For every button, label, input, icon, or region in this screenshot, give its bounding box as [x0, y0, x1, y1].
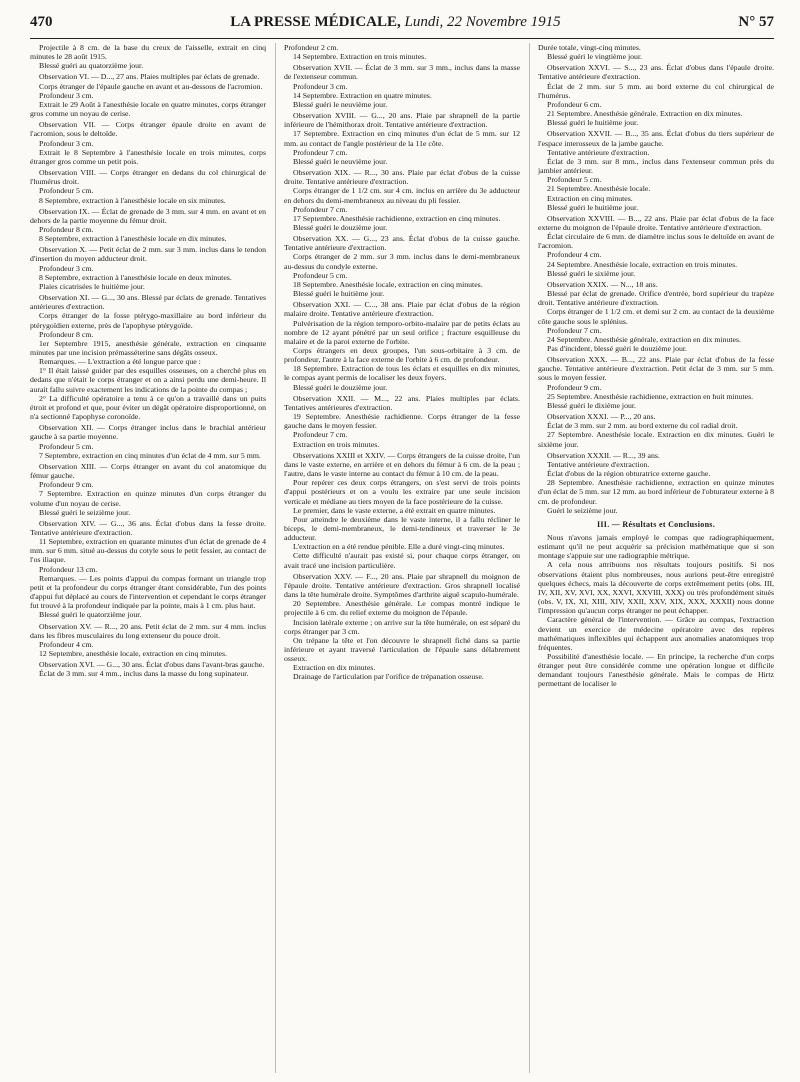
text-paragraph: Blessé guéri le neuvième jour. — [293, 99, 388, 109]
text-paragraph: Corps étrangers en deux groupes, l'un sous-orbitaire à 3 cm. de profondeur, l'autre à la face externe de l'orbite à 6 cm. de profondeur. — [284, 346, 520, 365]
section-heading: III. — Résultats et Conclusions. — [596, 519, 716, 529]
text-paragraph: Profondeur 5 cm. — [39, 441, 94, 451]
column-1 — [30, 43, 266, 1073]
text-paragraph: Profondeur 3 cm. — [293, 81, 348, 91]
text-paragraph: Profondeur 3 cm. — [39, 263, 94, 273]
text-paragraph: 7 Septembre. Extraction en quinze minutes d'un corps étranger du volume d'un noyau de cerise. — [30, 489, 266, 508]
text-paragraph: Éclat de 2 mm. sur 5 mm. au bord externe du col chirurgical de l'humérus. — [538, 81, 774, 100]
text-paragraph: 24 Septembre. Anesthésie générale, extraction en dix minutes. — [547, 334, 741, 344]
text-paragraph: Profondeur 4 cm. — [547, 250, 602, 260]
text-paragraph: Extrait le 29 Août à l'anesthésie locale en quatre minutes, corps étranger gros comme un noyau de cerise. — [30, 99, 266, 119]
text-paragraph: Blessé guéri le quatorzième jour. — [39, 610, 142, 620]
text-paragraph: 14 Septembre. Extraction en trois minutes. — [293, 52, 427, 62]
text-paragraph: Blessé guéri le dixième jour. — [547, 400, 636, 410]
observation-paragraph: Observation XVI. — G..., 30 ans. Éclat d'obus dans l'avant-bras gauche. — [39, 660, 265, 670]
text-paragraph: Blessé guéri le neuvième jour. — [293, 156, 388, 166]
text-paragraph: Corps étranger de l'épaule gauche en avant et au-dessous de l'acromion. — [39, 81, 263, 91]
text-paragraph: Profondeur 6 cm. — [547, 99, 602, 109]
text-paragraph: Blessé guéri le douzième jour. — [293, 382, 388, 392]
text-paragraph: Profondeur 2 cm. — [284, 43, 339, 52]
text-paragraph: Tentative antérieure d'extraction. — [547, 459, 650, 469]
text-paragraph: 8 Septembre, extraction à l'anesthésie locale en deux minutes. — [39, 272, 232, 282]
text-paragraph: Incision latérale externe ; on arrive sur la tête humérale, on est séparé du corps étranger par 3 cm. — [284, 617, 520, 636]
text-paragraph: Profondeur 5 cm. — [293, 270, 348, 280]
text-paragraph: Extrait le 8 Septembre à l'anesthésie locale en trois minutes, corps étranger gros comme un petit pois. — [30, 147, 266, 166]
text-paragraph: Corps étranger de 1 1/2 cm. sur 4 cm. inclus en arrière du 3e adducteur en dehors du demi-membraneux au niveau du pli fessier. — [284, 186, 520, 205]
text-paragraph: Guéri le seizième jour. — [547, 505, 618, 515]
text-paragraph: Pour repérer ces deux corps étrangers, on s'est servi de trois points d'appui postérieurs et on a voulu les extraire par une seule incision verticale et médiane au tiers moyen de la face postérieure de la cuisse. — [284, 478, 520, 506]
text-paragraph: Blessé guéri au quatorzième jour. — [39, 61, 144, 71]
text-paragraph: Pulvérisation de la région temporo-orbito-malaire par de petits éclats au nombre de 12 ayant pénétré par un seul orifice ; fracture esquilleuse du malaire et de la paroi externe de l'orbite. — [284, 318, 520, 346]
text-paragraph: Éclat de 3 mm. sur 2 mm. au bord externe du col radial droit. — [547, 421, 738, 431]
text-paragraph: Blessé guéri le sixième jour. — [547, 268, 636, 278]
observation-paragraph: Observation XXVI. — S..., 23 ans. Éclat d'obus dans l'épaule droite. Tentative antérieure d'extraction. — [538, 63, 774, 82]
observation-paragraph: Observation XXV. — F..., 20 ans. Plaie par shrapnell du moignon de l'épaule droite. Tentative antérieure d'extraction. Gros shrapnell localisé dans la tête humérale droite. Symptômes d'arthrite aiguë scapulo-humérale. — [284, 571, 520, 600]
text-paragraph: Drainage de l'articulation par l'orifice de trépanation osseuse. — [293, 672, 484, 682]
observation-paragraph: Observation XV. — R..., 20 ans. Petit éclat de 2 mm. sur 4 mm. inclus dans les fibres musculaires du long extenseur du pouce droit. — [30, 621, 266, 640]
text-paragraph: Profondeur 7 cm. — [547, 325, 602, 335]
text-paragraph: 21 Septembre. Anesthésie locale. — [547, 184, 651, 194]
observation-paragraph: Observation XXVII. — B..., 35 ans. Éclat d'obus du tiers supérieur de l'espace interosseux de la jambe gauche. — [538, 129, 774, 148]
text-paragraph: 8 Septembre, extraction à l'anesthésie locale en dix minutes. — [39, 234, 227, 244]
observation-paragraph: Observation XVII. — Éclat de 3 mm. sur 3 mm., inclus dans la masse de l'extenseur commun. — [284, 63, 520, 82]
text-paragraph: Éclat d'obus de la région obturatrice externe gauche. — [547, 469, 711, 479]
text-paragraph: 7 Septembre, extraction en cinq minutes d'un éclat de 4 mm. sur 5 mm. — [39, 450, 261, 460]
journal-title — [230, 14, 560, 31]
text-paragraph: Profondeur 9 cm. — [547, 382, 602, 392]
observation-paragraph: Observation XXIX. — N..., 18 ans. — [547, 279, 658, 289]
text-paragraph: Éclat de 3 mm. sur 4 mm., inclus dans la masse du long supinateur. — [39, 669, 249, 679]
text-paragraph: Extraction en dix minutes. — [293, 663, 376, 673]
text-paragraph: 17 Septembre. Extraction en cinq minutes d'un éclat de 5 mm. sur 12 mm. au contact de l'angle postérieur de la 11e côte. — [284, 129, 520, 148]
observation-paragraph: Observation XXXII. — R..., 39 ans. — [547, 450, 660, 460]
observation-paragraph: Observation VII. — Corps étranger épaule droite en avant de l'acromion, sous le deltoïde. — [30, 120, 266, 139]
text-paragraph: Profondeur 13 cm. — [39, 564, 98, 574]
text-paragraph: Profondeur 5 cm. — [39, 186, 94, 196]
text-paragraph: 21 Septembre. Anesthésie générale. Extraction en dix minutes. — [547, 109, 743, 119]
text-paragraph: Blessé guéri le vingtième jour. — [547, 52, 643, 62]
text-paragraph: Profondeur 5 cm. — [547, 175, 602, 185]
text-paragraph: 12 Septembre, anesthésie locale, extraction en cinq minutes. — [39, 649, 227, 658]
text-paragraph: Blessé guéri le douzième jour. — [293, 222, 388, 232]
text-paragraph: 19 Septembre. Anesthésie rachidienne. Corps étranger de la fesse gauche dans le moyen fessier. — [284, 412, 520, 431]
text-paragraph: Blessé guéri le seizième jour. — [39, 507, 131, 517]
text-paragraph: Blessé guéri le huitième jour. — [293, 289, 385, 299]
text-paragraph: 28 Septembre. Anesthésie rachidienne, extraction en quinze minutes d'un éclat de 5 mm. sur 12 mm. au bord inférieur de l'obturateur externe à 8 cm. de profondeur. — [538, 478, 774, 506]
text-paragraph: Blessé par éclat de grenade. Orifice d'entrée, bord supérieur du trapèze droit. Tentative antérieure d'extraction. — [538, 289, 774, 308]
text-paragraph: 17 Septembre. Anesthésie rachidienne, extraction en cinq minutes. — [293, 213, 501, 223]
page-number: 470 — [30, 14, 53, 30]
text-paragraph: Corps étranger de 2 mm. sur 3 mm. inclus dans le demi-membraneux au-dessus du condyle externe. — [284, 252, 520, 271]
text-paragraph: Possibilité d'anesthésie locale. — En principe, la recherche d'un corps étranger peut être considérée comme une opération longue et difficile demandant toujours l'anesthésie générale. Mais le compas de Hirtz permettant de localiser le — [538, 652, 774, 689]
text-paragraph: 18 Septembre. Extraction de tous les éclats et esquilles en dix minutes, le compas ayant permis de localiser les deux foyers. — [284, 364, 520, 383]
observation-paragraph: Observation X. — Petit éclat de 2 mm. sur 3 mm. inclus dans le tendon d'insertion du moyen adducteur droit. — [30, 245, 266, 264]
text-paragraph: Éclat circulaire de 6 mm. de diamètre inclus sous le deltoïde en avant de l'acromion. — [538, 232, 774, 251]
text-paragraph: 8 Septembre, extraction à l'anesthésie locale en six minutes. — [39, 195, 226, 205]
issue-number: N° 57 — [738, 14, 774, 30]
observation-paragraph: Observation XII. — Corps étranger inclus dans le brachial antérieur gauche à sa partie moyenne. — [30, 423, 266, 442]
observation-paragraph: Observation IX. — Éclat de grenade de 3 mm. sur 4 mm. en avant et en dehors de la partie moyenne du fémur droit. — [30, 206, 266, 225]
text-paragraph: Éclat de 3 mm. sur 8 mm., inclus dans l'extenseur commun près du jambier antérieur. — [538, 156, 774, 176]
issue-date: Lundi, 22 Novembre 1915 — [404, 14, 561, 30]
text-paragraph: 25 Septembre. Anesthésie rachidienne, extraction en huit minutes. — [547, 391, 754, 401]
page-header — [30, 14, 774, 39]
text-paragraph: Profondeur 7 cm. — [293, 147, 348, 157]
observation-paragraph: Observation XXII. — M..., 22 ans. Plaies multiples par éclats. Tentatives antérieures d'extraction. — [284, 393, 520, 412]
observation-paragraph: Observation XIV. — G..., 36 ans. Éclat d'obus dans la fesse droite. Tentative antérieure d'extraction. — [30, 518, 266, 537]
text-paragraph: Profondeur 4 cm. — [39, 639, 94, 649]
text-paragraph: Tentative antérieure d'extraction. — [547, 147, 650, 157]
text-paragraph: 27 Septembre. Anesthésie locale. Extraction en dix minutes. Guéri le sixième jour. — [538, 430, 774, 449]
text-paragraph: 11 Septembre, extraction en quarante minutes d'un éclat de grenade de 4 mm. sur 6 mm. situé au-dessus du cotyle sous le petit fessier, au contact de l'os iliaque. — [30, 537, 266, 565]
text-paragraph: Extraction en cinq minutes. — [547, 193, 633, 203]
text-paragraph: 24 Septembre. Anesthésie locale, extraction en trois minutes. — [547, 259, 738, 269]
text-paragraph: Le premier, dans le vaste externe, a été extrait en quatre minutes. — [293, 505, 496, 515]
text-paragraph: Plaies cicatrisées le huitième jour. — [39, 281, 145, 291]
observation-paragraph: Observation XIX. — R..., 30 ans. Plaie par éclat d'obus de la cuisse droite. Tentative antérieure d'extraction. — [284, 168, 520, 187]
observation-paragraph: Observation VIII. — Corps étranger en dedans du col chirurgical de l'humérus droit. — [30, 168, 266, 187]
article-columns — [30, 43, 774, 1073]
text-paragraph: Durée totale, vingt-cinq minutes. — [538, 43, 641, 52]
text-paragraph: Corps étranger de 1 1/2 cm. et demi sur 2 cm. au contact de la deuxième côte gauche sous le splénius. — [538, 307, 774, 326]
observation-paragraph: Observation XVIII. — G..., 20 ans. Plaie par shrapnell de la partie inférieure de l'hémithorax droit. Tentative antérieure d'extraction. — [284, 111, 520, 130]
text-paragraph: Caractère général de l'intervention. — Grâce au compas, l'extraction devient un exercice de médecine opératoire avec des repères mathématiques inflexibles qui échappent aux anomalies anatomiques trop fréquentes. — [538, 615, 774, 652]
text-paragraph: 2° La difficulté opératoire a tenu à ce qu'on a travaillé dans un puits étroit et profond et que, pour éviter un dégât opératoire disproportionné, on n'a sectionné l'apophyse coronoïde. — [30, 393, 266, 422]
observation-paragraph: Observation XI. — G..., 30 ans. Blessé par éclats de grenade. Tentatives antérieures d'extraction. — [30, 293, 266, 312]
text-paragraph: Blessé guéri le huitième jour. — [547, 118, 639, 128]
text-paragraph: Profondeur 7 cm. — [293, 204, 348, 214]
observation-paragraph: Observation XXXI. — P..., 20 ans. — [547, 412, 656, 422]
text-paragraph: 1° Il était laissé guider par des esquilles osseuses, on a cherché plus en dedans que n'était le corps étranger et on a ainsi perdu une demi-heure. Il aurait fallu suivre exactement les indications de la pointe du compas ; — [30, 366, 266, 394]
text-paragraph: Cette difficulté n'aurait pas existé si, pour chaque corps étranger, on avait tracé une incision particulière. — [284, 551, 520, 570]
text-paragraph: Profondeur 8 cm. — [39, 224, 94, 234]
observation-paragraph: Observation XXVIII. — B..., 22 ans. Plaie par éclat d'obus de la face externe du moignon de l'épaule droite. Tentative antérieure d'extraction. — [538, 213, 774, 232]
text-paragraph: Profondeur 9 cm. — [39, 480, 94, 490]
column-2 — [275, 43, 520, 1073]
text-paragraph: Profondeur 8 cm. — [39, 329, 94, 339]
text-paragraph: 18 Septembre. Anesthésie locale, extraction en cinq minutes. — [293, 279, 483, 289]
text-paragraph: Corps étranger de la fosse ptérygo-maxillaire au bord inférieur du ptérygoïdien externe, près de l'apophyse ptérygoïde. — [30, 311, 266, 330]
text-paragraph: 1er Septembre 1915, anesthésie générale, extraction en cinquante minutes par une incision prémasséterine sans dégâts osseux. — [30, 338, 266, 357]
observation-paragraph: Observation XX. — G..., 23 ans. Éclat d'obus de la cuisse gauche. Tentative antérieure d'extraction. — [284, 234, 520, 253]
text-paragraph: On trépane la tête et l'on découvre le shrapnell fiché dans sa partie inférieure et ayant traversé l'articulation de l'épaule sans délabrement osseux. — [284, 635, 520, 664]
text-paragraph: Projectile à 8 cm. de la base du creux de l'aisselle, extrait en cinq minutes le 28 août 1915. — [30, 43, 266, 62]
text-paragraph: Remarques. — L'extraction a été longue parce que : — [39, 357, 201, 367]
observation-paragraph: Observations XXIII et XXIV. — Corps étrangers de la cuisse droite, l'un dans le vaste externe, en arrière et en dehors du fémur à 6 cm. de la peau ; l'autre, dans le vaste interne au contact du fémur à 10 cm. de la peau. — [284, 450, 520, 479]
text-paragraph: Extraction en trois minutes. — [293, 439, 380, 449]
text-paragraph: Profondeur 3 cm. — [39, 138, 94, 148]
text-paragraph: A cela nous attribuons nos résultats toujours positifs. Si nos observations étaient plus nombreuses, nous aurions peut-être enregistré quelques échecs, mais la découverte de corps extrêmement petits (obs. III, IV, XII, XV, XVI, XX, XXVI, XXVIII, XXX) ou très profondément situés (obs. V, IX, XI, XIII, XIV, XXII, XXV, XIX, XXX, XXXII) nous donne l'impression qu'aucun corps étranger ne peut échapper. — [538, 560, 774, 616]
text-paragraph: Blessé guéri le huitième jour. — [547, 202, 639, 212]
text-paragraph: Pas d'incident, blessé guéri le douzième jour. — [547, 344, 687, 353]
observation-paragraph: Observation VI. — D..., 27 ans. Plaies multiples par éclats de grenade. — [39, 72, 260, 82]
text-paragraph: 14 Septembre. Extraction en quatre minutes. — [293, 90, 432, 100]
column-3 — [529, 43, 774, 1073]
text-paragraph: Profondeur 7 cm. — [293, 430, 348, 440]
text-paragraph: Nous n'avons jamais employé le compas que radiographiquement, estimant qu'il ne peut acquérir sa précision mathématique que si son montage s'appuie sur une radiographie métrique. — [538, 532, 774, 561]
text-paragraph: 20 Septembre. Anesthésie générale. Le compas montré indique le projectile à 6 cm. du relief externe du moignon de l'épaule. — [284, 599, 520, 618]
observation-paragraph: Observation XXX. — B..., 22 ans. Plaie par éclat d'obus de la fesse gauche. Tentative antérieure d'extraction. Petit éclat de 3 mm. sur 5 mm. sous le moyen fessier. — [538, 355, 774, 383]
text-paragraph: Profondeur 3 cm. — [39, 90, 94, 100]
observation-paragraph: Observation XIII. — Corps étranger en avant du col anatomique du fémur gauche. — [30, 461, 266, 481]
text-paragraph: L'extraction en a été rendue pénible. Elle a duré vingt-cinq minutes. — [293, 542, 505, 552]
text-paragraph: Remarques. — Les points d'appui du compas formant un triangle trop petit et la profondeur du corps étranger étant considérable, l'un des points d'appui fut déplacé au cours de l'intervention et cependant le corps étranger fut trouvé à la profondeur indiquée par la pointe, mais à 1 cm. plus haut. — [30, 573, 266, 611]
text-paragraph: Pour atteindre le deuxième dans le vaste interne, il a fallu récliner le biceps, le demi-membraneux, le demi-tendineux et traverser le 3e adducteur. — [284, 514, 520, 543]
journal-name: LA PRESSE MÉDICALE, — [230, 14, 401, 30]
observation-paragraph: Observation XXI. — C..., 38 ans. Plaie par éclat d'obus de la région malaire droite. Tentative antérieure d'extraction. — [284, 300, 520, 319]
